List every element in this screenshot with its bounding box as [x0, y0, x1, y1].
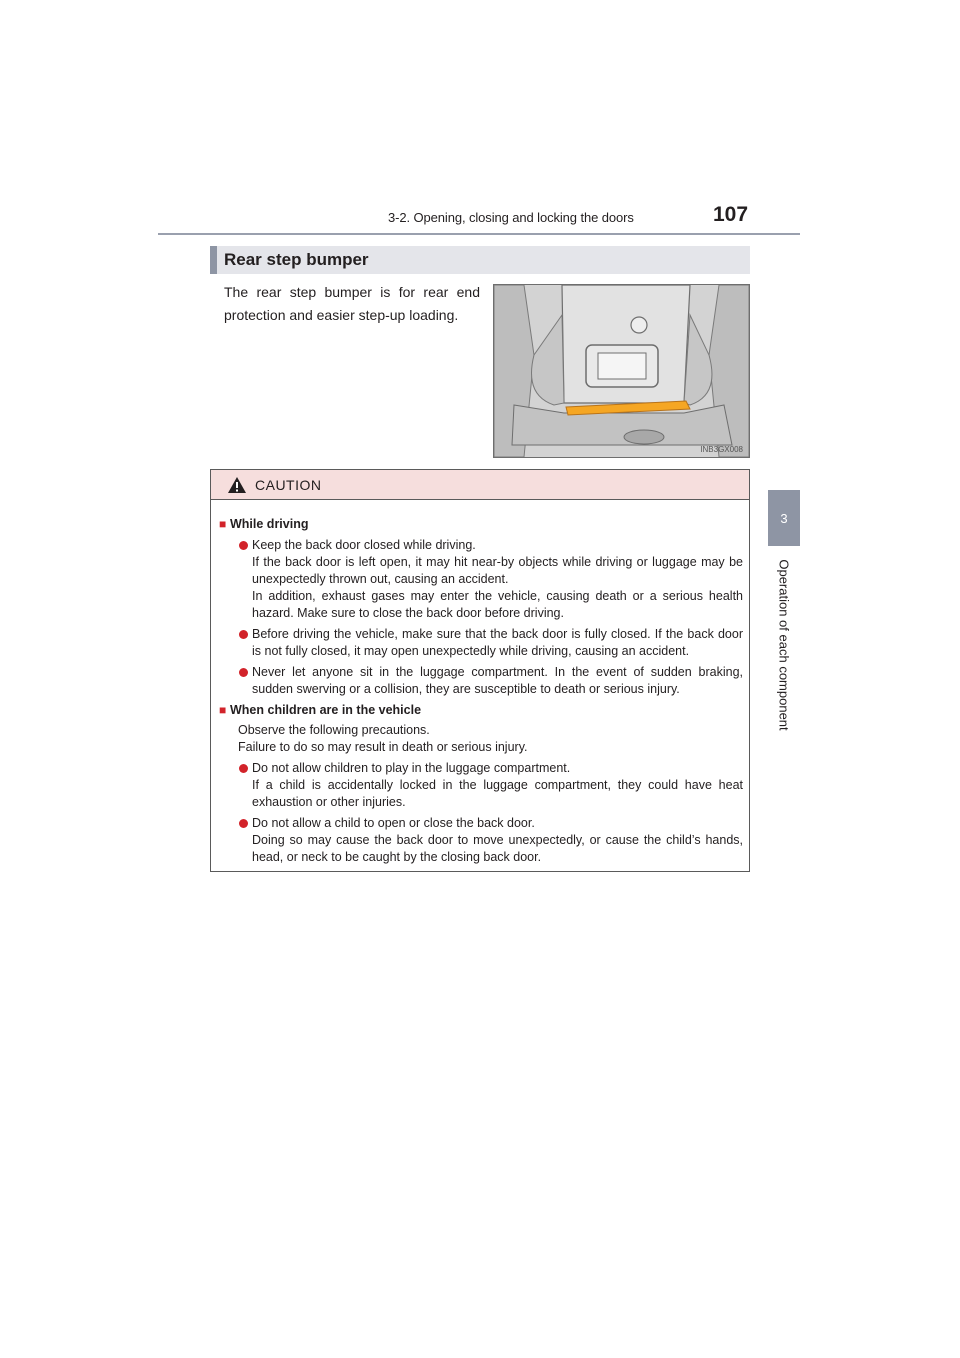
section-heading-text: Rear step bumper: [224, 250, 369, 269]
caution-body: [211, 500, 749, 866]
caution-header: [211, 470, 749, 500]
image-code: INB3GX008: [700, 445, 743, 454]
red-dot-bullet-icon: [239, 630, 248, 639]
rear-bumper-illustration: [493, 284, 750, 458]
caution-note: Observe the following precautions. Failure to do so may result in death or serious injury.: [238, 723, 528, 754]
caution-bullet: Keep the back door closed while driving. If the back door is left open, it may hit near-by objects while driving or luggage may be unexpectedly thrown out, causing an accident. In addition, exhaust gases may enter the vehicle, causing death or a serious health hazard. Make sure to close the back door before driving.: [239, 537, 743, 622]
section-breadcrumb: 3-2. Opening, closing and locking the doors: [388, 210, 634, 225]
vehicle-rear-drawing: [494, 285, 749, 457]
header-divider: [158, 233, 800, 235]
page-number: 107: [713, 203, 749, 226]
intro-paragraph: The rear step bumper is for rear end protection and easier step-up loading.: [224, 284, 480, 323]
warning-triangle-icon: [227, 476, 247, 494]
square-bullet-icon: ■: [219, 703, 227, 717]
red-dot-bullet-icon: [239, 541, 248, 550]
chapter-tab: [768, 490, 800, 546]
caution-box: [210, 469, 750, 872]
caution-bullet: Do not allow children to play in the luggage compartment. If a child is accidentally locked in the luggage compartment, they could have heat exhaustion or other injuries.: [239, 760, 743, 811]
red-dot-bullet-icon: [239, 668, 248, 677]
red-dot-bullet-icon: [239, 764, 248, 773]
red-dot-bullet-icon: [239, 819, 248, 828]
caution-bullet: Do not allow a child to open or close the back door. Doing so may cause the back door to move unexpectedly, or cause the child’s hands, head, or neck to be caught by the closing back door.: [239, 815, 743, 866]
caution-title: CAUTION: [255, 476, 322, 493]
caution-bullet: Before driving the vehicle, make sure that the back door is fully closed. If the back door is not fully closed, it may open unexpectedly while driving, causing an accident.: [239, 626, 743, 660]
caution-group-heading: ■ While driving: [219, 517, 309, 531]
section-heading: [210, 246, 750, 274]
chapter-title: Operation of each component: [776, 559, 792, 731]
caution-bullet: Never let anyone sit in the luggage compartment. In the event of sudden braking, sudden swerving or a collision, they are susceptible to death or serious injury.: [239, 664, 743, 698]
square-bullet-icon: ■: [219, 517, 227, 531]
chapter-number: 3: [780, 510, 788, 526]
caution-group-heading: ■ When children are in the vehicle: [219, 703, 422, 717]
